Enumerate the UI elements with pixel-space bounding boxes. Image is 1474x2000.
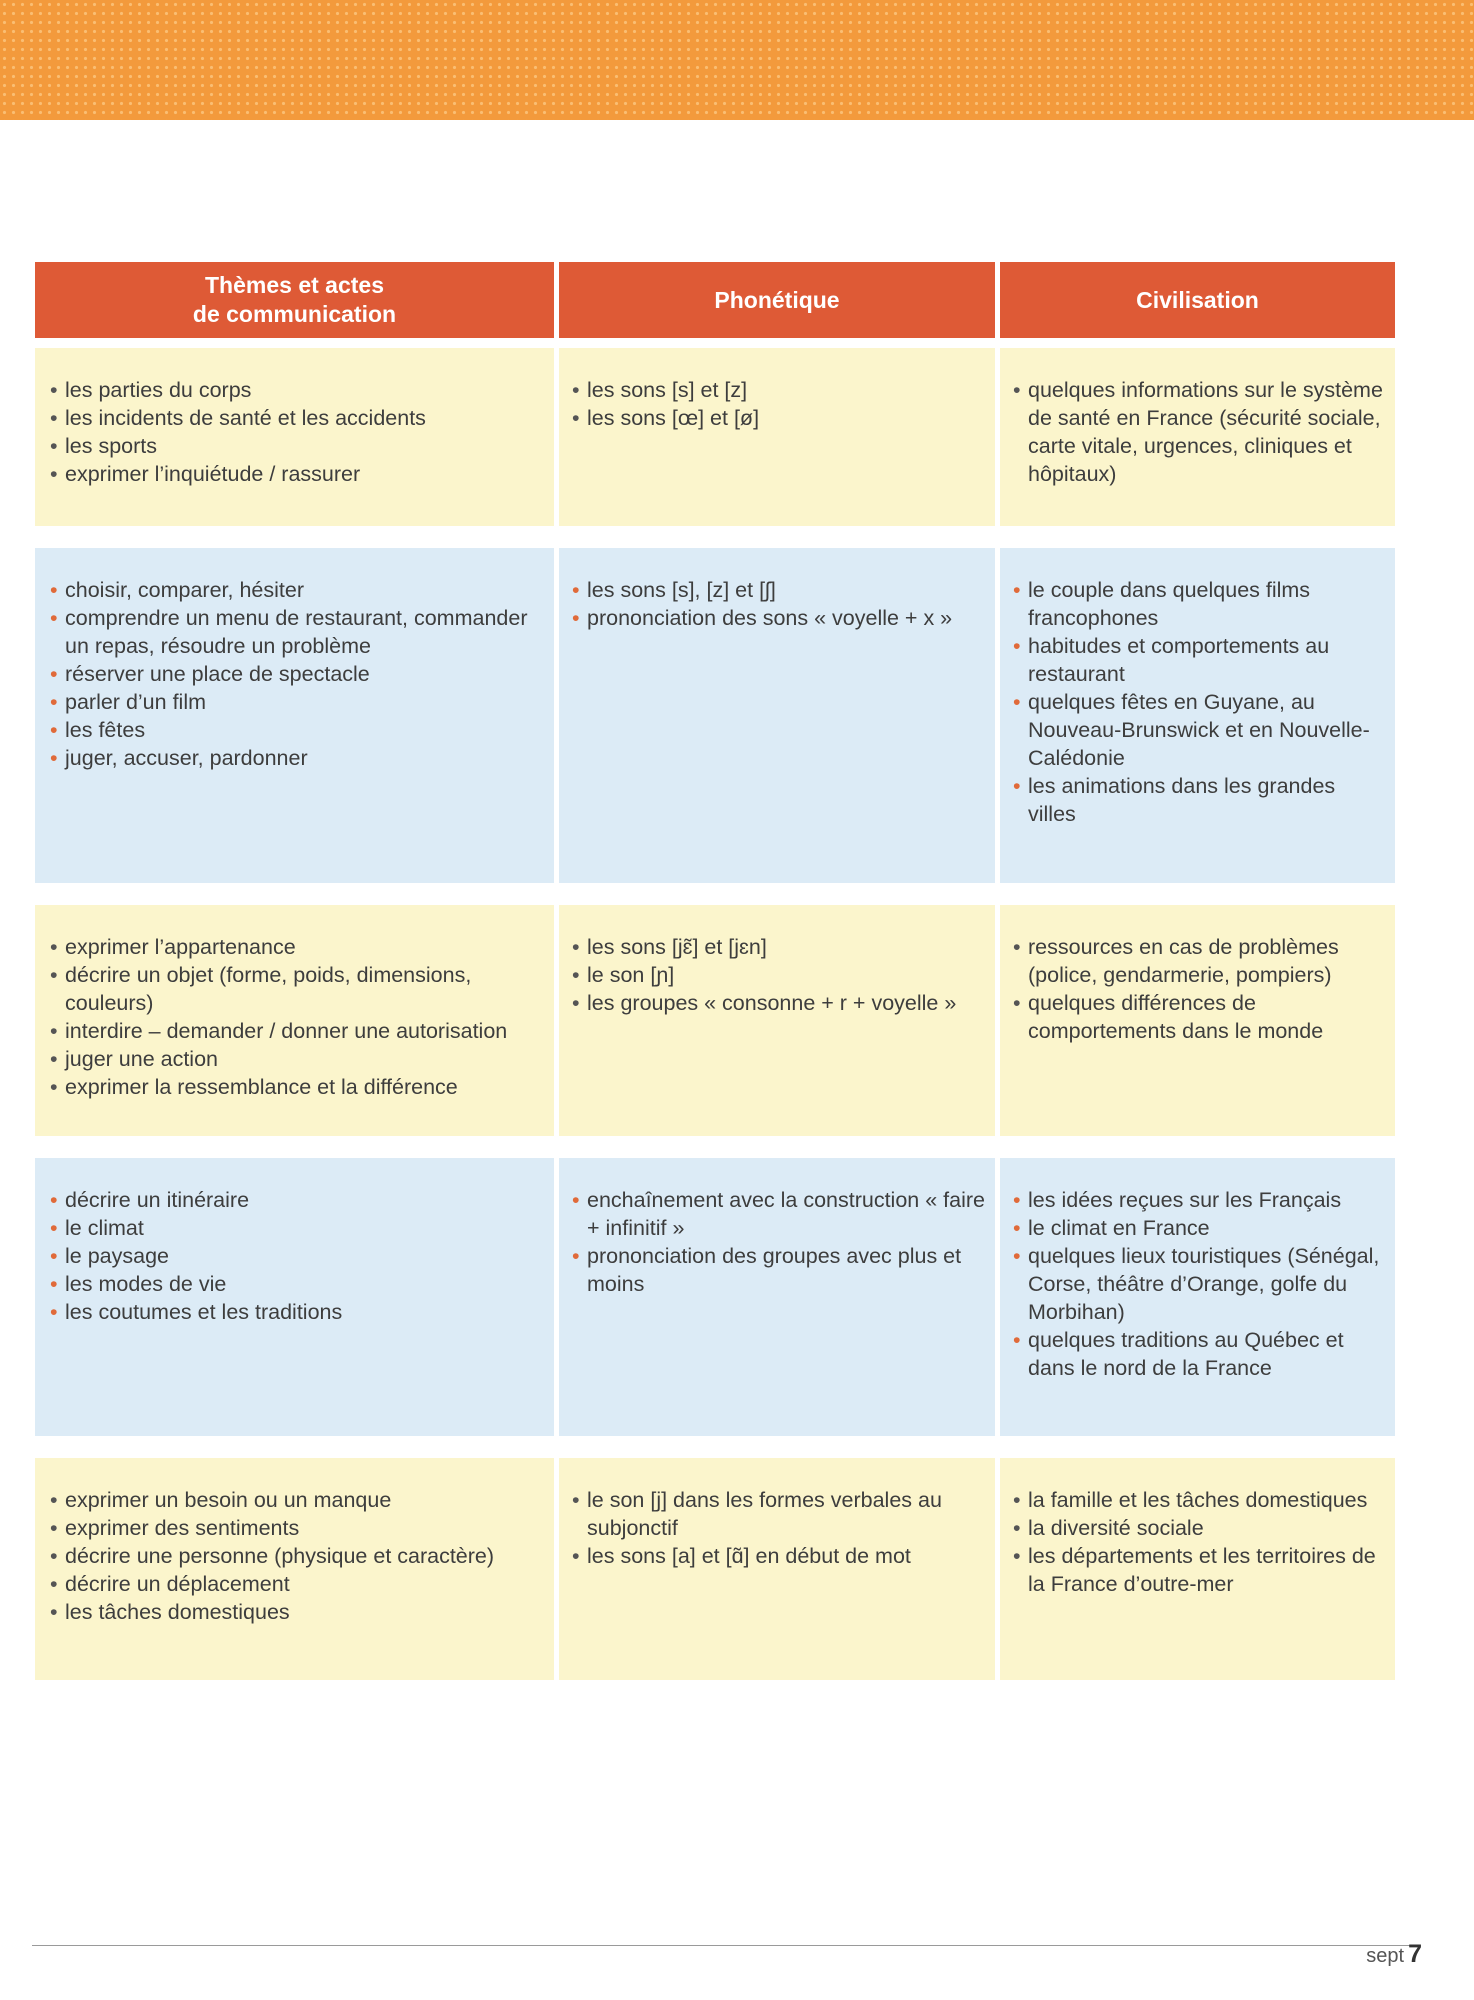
list-item: • décrire un objet (forme, poids, dimensions, couleurs) [50,961,544,1017]
row4-phonetique [559,1158,995,1436]
list-item: • quelques fêtes en Guyane, au Nouveau-Brunswick et en Nouvelle-Calédonie [1013,688,1385,772]
list-item: • le couple dans quelques films francophones [1013,576,1385,632]
list-item: • exprimer l’inquiétude / rassurer [50,460,544,488]
list-item: • la diversité sociale [1013,1514,1385,1542]
page-number [1366,1940,1422,1969]
row1-phonetique [559,348,995,526]
list-item: • les idées reçues sur les Français [1013,1186,1385,1214]
list-item: • exprimer des sentiments [50,1514,544,1542]
top-decorative-band [0,0,1474,120]
row3-themes [35,905,554,1136]
row2-civilisation [1000,548,1395,883]
list-item: • les sons [a] et [ɑ̃] en début de mot [572,1542,985,1570]
list-item: • décrire une personne (physique et caractère) [50,1542,544,1570]
list-item: • les coutumes et les traditions [50,1298,544,1326]
list-item: • les sons [œ] et [ø] [572,404,985,432]
row1-themes [35,348,554,526]
list-item: • réserver une place de spectacle [50,660,544,688]
contents-table [35,262,1395,1680]
page-number-digit: 7 [1408,1940,1422,1968]
row3-civilisation [1000,905,1395,1136]
list-item: • les sports [50,432,544,460]
list-item: • les sons [s], [z] et [ʃ] [572,576,985,604]
list-item: • quelques informations sur le système de santé en France (sécurité sociale, carte vitale, urgences, cliniques et hôpitaux) [1013,376,1385,488]
list-item: • décrire un itinéraire [50,1186,544,1214]
list-item: • le son [j] dans les formes verbales au subjonctif [572,1486,985,1542]
list-item: • les fêtes [50,716,544,744]
page-number-word: sept [1366,1945,1405,1967]
list-item: • habitudes et comportements au restaurant [1013,632,1385,688]
list-item: • exprimer l’appartenance [50,933,544,961]
header-themes [35,262,554,338]
list-item: • prononciation des sons « voyelle + x » [572,604,985,632]
list-item: • quelques traditions au Québec et dans le nord de la France [1013,1326,1385,1382]
list-item: • juger, accuser, pardonner [50,744,544,772]
list-item: • les groupes « consonne + r + voyelle » [572,989,985,1017]
header-civilisation: Civilisation [1000,262,1395,338]
list-item: • la famille et les tâches domestiques [1013,1486,1385,1514]
list-item: • les sons [s] et [z] [572,376,985,404]
list-item: • les modes de vie [50,1270,544,1298]
list-item: • les animations dans les grandes villes [1013,772,1385,828]
list-item: • le climat en France [1013,1214,1385,1242]
list-item: • interdire – demander / donner une autorisation [50,1017,544,1045]
row5-themes [35,1458,554,1680]
list-item: • quelques différences de comportements dans le monde [1013,989,1385,1045]
row1-civilisation [1000,348,1395,526]
header-phonetique: Phonétique [559,262,995,338]
list-item: • juger une action [50,1045,544,1073]
list-item: • le son [ɲ] [572,961,985,989]
footer-divider [32,1945,1418,1946]
row4-civilisation [1000,1158,1395,1436]
list-item: • décrire un déplacement [50,1570,544,1598]
list-item: • comprendre un menu de restaurant, commander un repas, résoudre un problème [50,604,544,660]
list-item: • enchaînement avec la construction « faire + infinitif » [572,1186,985,1242]
list-item: • le paysage [50,1242,544,1270]
list-item: • les incidents de santé et les accidents [50,404,544,432]
row5-civilisation [1000,1458,1395,1680]
list-item: • ressources en cas de problèmes (police, gendarmerie, pompiers) [1013,933,1385,989]
list-item: • les tâches domestiques [50,1598,544,1626]
row5-phonetique [559,1458,995,1680]
list-item: • quelques lieux touristiques (Sénégal, Corse, théâtre d’Orange, golfe du Morbihan) [1013,1242,1385,1326]
list-item: • prononciation des groupes avec plus et moins [572,1242,985,1298]
row2-themes [35,548,554,883]
row2-phonetique [559,548,995,883]
list-item: • le climat [50,1214,544,1242]
header-themes-line1: Thèmes et actes [205,272,384,298]
row4-themes [35,1158,554,1436]
list-item: • les départements et les territoires de la France d’outre-mer [1013,1542,1385,1598]
list-item: • les sons [jɛ̃] et [jɛn] [572,933,985,961]
list-item: • choisir, comparer, hésiter [50,576,544,604]
list-item: • exprimer la ressemblance et la différence [50,1073,544,1101]
list-item: • parler d’un film [50,688,544,716]
list-item: • exprimer un besoin ou un manque [50,1486,544,1514]
list-item: • les parties du corps [50,376,544,404]
row3-phonetique [559,905,995,1136]
header-themes-line2: de communication [192,301,397,327]
